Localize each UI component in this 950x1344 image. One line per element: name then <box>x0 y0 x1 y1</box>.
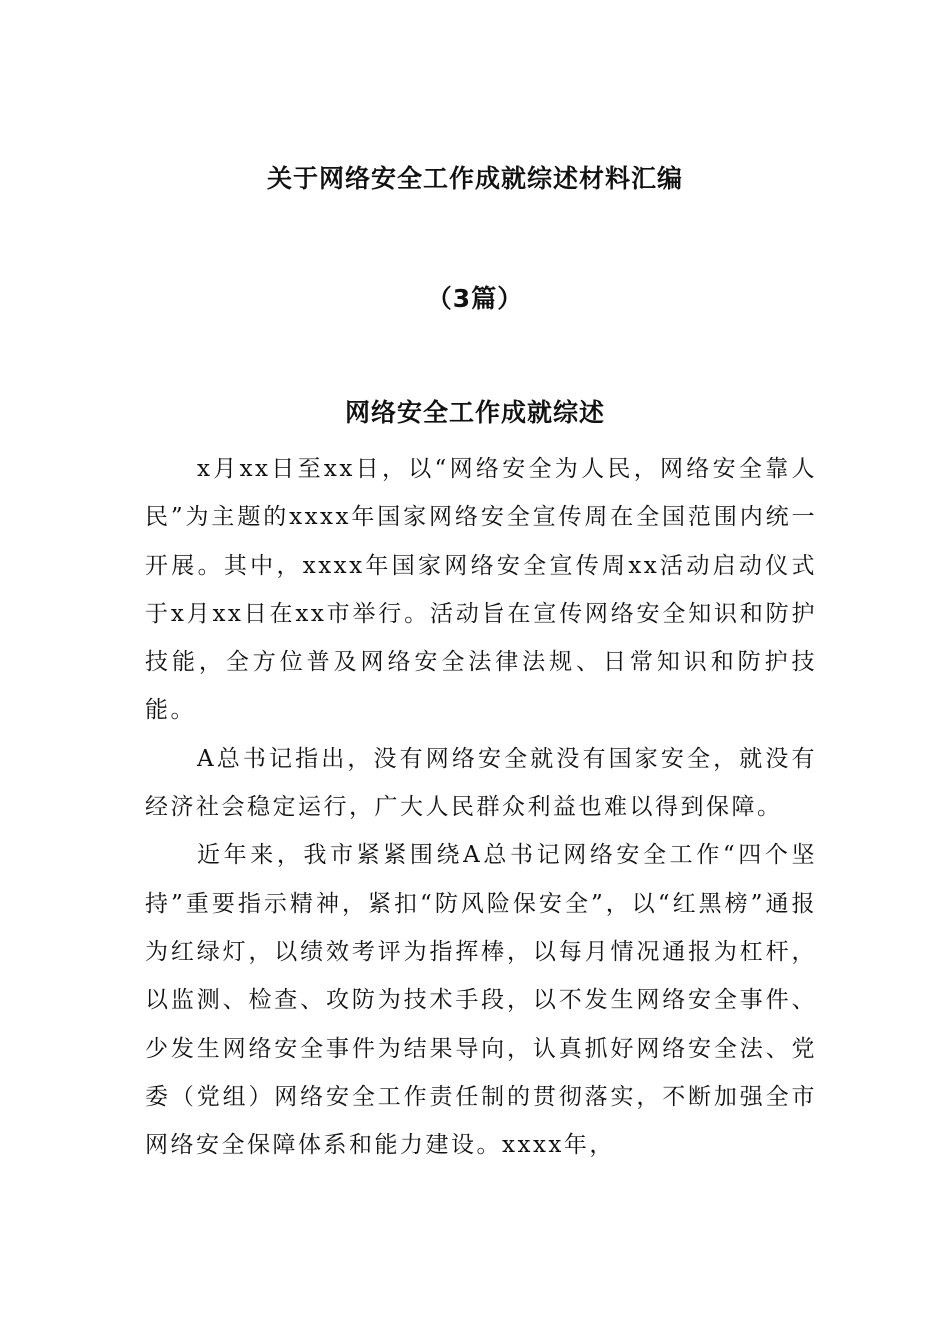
section-title: 网络安全工作成就综述 <box>344 398 605 427</box>
document-count: （3篇） <box>426 284 524 313</box>
document-body <box>145 445 817 1169</box>
paragraph: A总书记指出，没有网络安全就没有国家安全，就没有经济社会稳定运行，广大人民群众利益也难以得到保障。 <box>145 745 817 821</box>
document-title: 关于网络安全工作成就综述材料汇编 <box>266 164 683 193</box>
paragraph: x月xx日至xx日，以“网络安全为人民，网络安全靠人民”为主题的xxxx年国家网络安全宣传周在全国范围内统一开展。其中，xxxx年国家网络安全宣传周xx活动启动仪式于x月xx日在xx市举行。活动旨在宣传网络安全知识和防护技能，全方位普及网络安全法律法规、日常知识和防护技能。 <box>145 456 817 724</box>
paragraph: 近年来，我市紧紧围绕A总书记网络安全工作“四个坚持”重要指示精神，紧扣“防风险保安全”，以“红黑榜”通报为红绿灯，以绩效考评为指挥棒，以每月情况通报为杠杆，以监测、检查、攻防为技术手段，以不发生网络安全事件、少发生网络安全事件为结果导向，认真抓好网络安全法、党委（党组）网络安全工作责任制的贯彻落实，不断加强全市网络安全保障体系和能力建设。xxxx年， <box>145 842 817 1159</box>
